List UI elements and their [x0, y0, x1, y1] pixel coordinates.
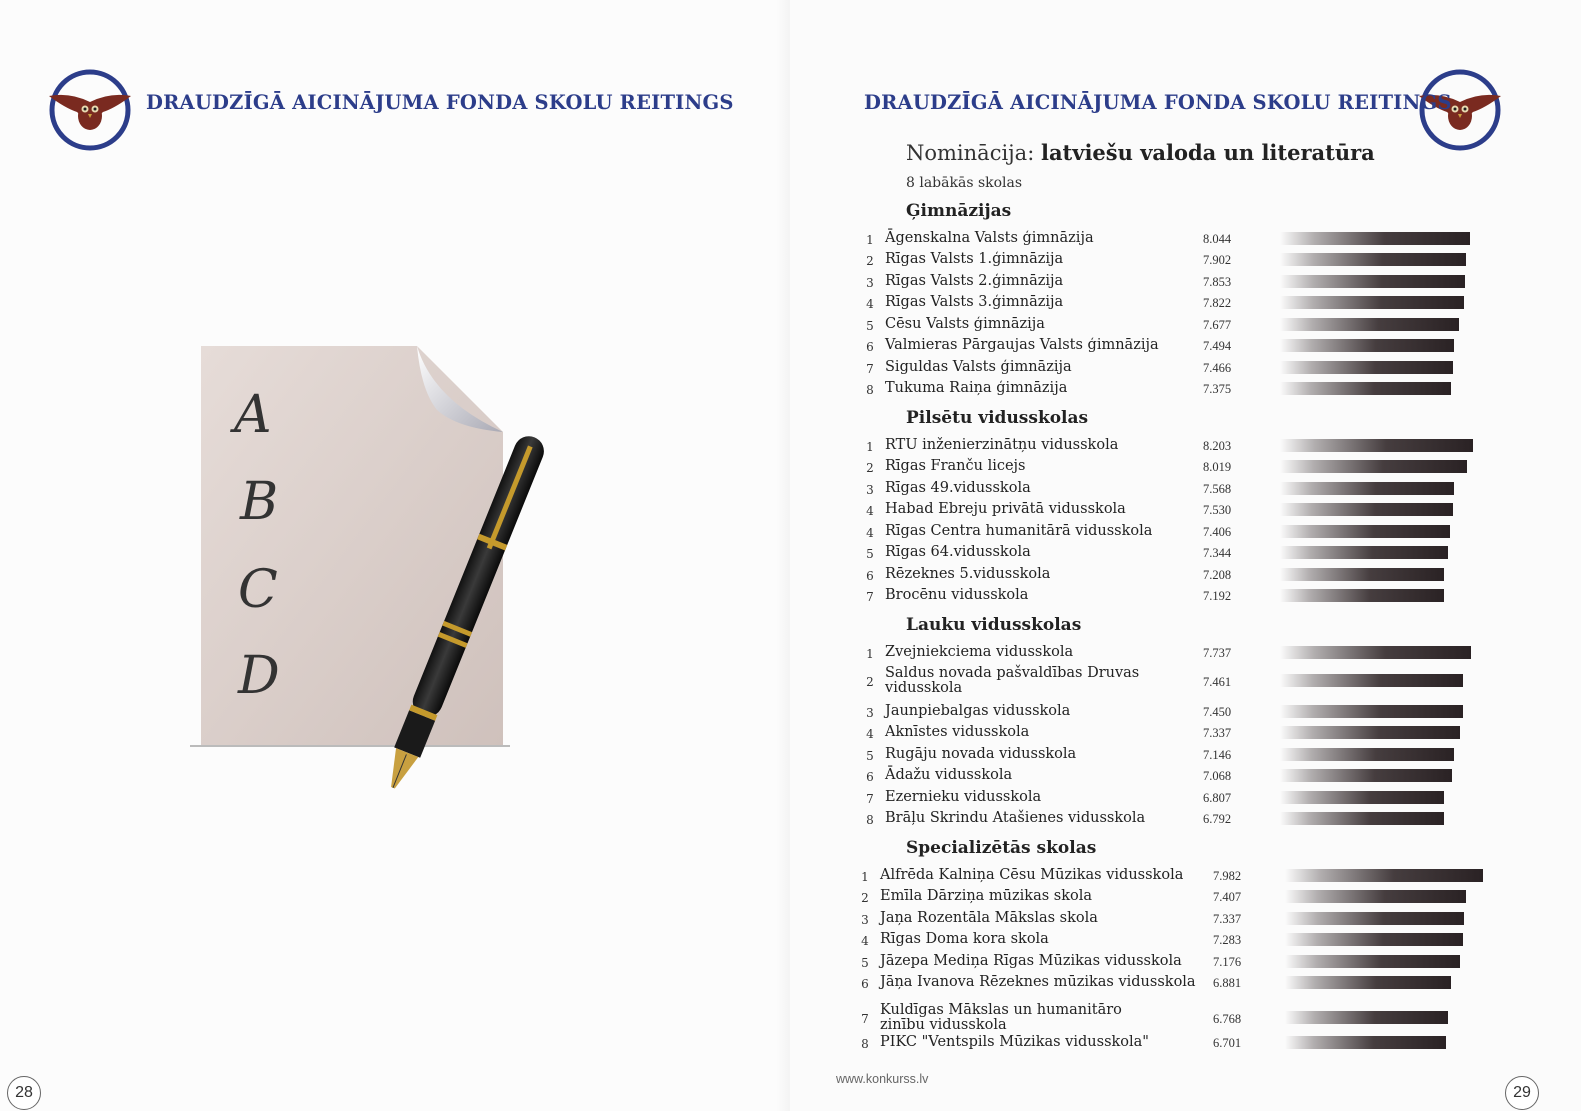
rank-number: 2 [866, 461, 874, 475]
score-value: 7.068 [1203, 769, 1232, 783]
score-bar [1280, 589, 1444, 602]
rank-number: 4 [866, 727, 874, 741]
score-bar [1280, 726, 1460, 739]
rank-number: 8 [866, 813, 874, 827]
rank-number: 4 [866, 297, 874, 311]
school-name: RTU inženierzinātņu vidusskola [885, 437, 1119, 453]
score-bar [1280, 318, 1459, 331]
rank-number: 8 [866, 383, 874, 397]
score-bar [1280, 525, 1450, 538]
page-number-left: 28 [7, 1076, 41, 1110]
rank-number: 3 [866, 706, 874, 720]
school-name: Rīgas Franču licejs [885, 458, 1026, 474]
score-bar [1280, 296, 1464, 309]
score-value: 8.044 [1203, 232, 1232, 246]
score-value: 7.406 [1203, 525, 1232, 539]
rank-number: 8 [861, 1037, 869, 1051]
letter-a: A [234, 385, 272, 445]
school-name: Rugāju novada vidusskola [885, 746, 1077, 762]
letter-c: C [238, 560, 278, 620]
nomination-label: Nominācija: [906, 141, 1035, 165]
school-name: Brocēnu vidusskola [885, 587, 1029, 603]
score-bar [1285, 933, 1463, 946]
school-name: Jaņa Rozentāla Mākslas skola [880, 910, 1098, 926]
footer-url[interactable]: www.konkurss.lv [836, 1072, 929, 1086]
school-name: Aknīstes vidusskola [885, 724, 1030, 740]
score-value: 7.461 [1203, 675, 1232, 689]
school-name: Zvejniekciema vidusskola [885, 644, 1074, 660]
rank-number: 4 [861, 934, 869, 948]
school-name: Emīla Dārziņa mūzikas skola [880, 888, 1093, 904]
score-bar [1280, 646, 1471, 659]
rank-number: 7 [866, 362, 874, 376]
owl-logo-icon [45, 68, 135, 152]
school-name: Rīgas 64.vidusskola [885, 544, 1031, 560]
letter-d: D [238, 646, 280, 706]
school-name: Rīgas Valsts 1.ģimnāzija [885, 251, 1064, 267]
score-bar [1280, 382, 1451, 395]
nomination-value: latviešu valoda un literatūra [1040, 140, 1375, 165]
score-value: 7.530 [1203, 503, 1232, 517]
score-bar [1280, 460, 1467, 473]
school-name: Saldus novada pašvaldības Druvas vidusskola [885, 665, 1140, 696]
left-page [0, 0, 790, 1111]
rank-number: 6 [866, 770, 874, 784]
score-value: 7.192 [1203, 589, 1232, 603]
score-bar [1285, 869, 1483, 882]
rank-number: 4 [866, 504, 874, 518]
rank-number: 1 [866, 647, 874, 661]
score-value: 7.494 [1203, 339, 1232, 353]
section-title: Ģimnāzijas [906, 201, 1012, 221]
score-value: 8.203 [1203, 439, 1232, 453]
rank-number: 2 [866, 675, 874, 689]
score-bar [1280, 812, 1444, 825]
score-value: 6.881 [1213, 976, 1242, 990]
score-bar [1280, 253, 1466, 266]
school-name: Habad Ebreju privātā vidusskola [885, 501, 1126, 517]
score-value: 7.283 [1213, 933, 1242, 947]
score-bar [1280, 482, 1454, 495]
score-value: 7.344 [1203, 546, 1232, 560]
score-value: 7.853 [1203, 275, 1232, 289]
score-bar [1280, 275, 1465, 288]
school-name: Rīgas Centra humanitārā vidusskola [885, 523, 1153, 539]
score-bar [1285, 1011, 1448, 1024]
score-value: 7.466 [1203, 361, 1232, 375]
score-bar [1280, 705, 1463, 718]
rank-number: 5 [861, 956, 869, 970]
school-name: Jāzepa Mediņa Rīgas Mūzikas vidusskola [880, 953, 1182, 969]
score-bar [1285, 955, 1460, 968]
rank-number: 6 [861, 977, 869, 991]
rank-number: 7 [866, 590, 874, 604]
rank-number: 1 [861, 870, 869, 884]
score-value: 7.677 [1203, 318, 1232, 332]
score-bar [1280, 339, 1454, 352]
nomination-heading [906, 140, 1375, 165]
rank-number: 5 [866, 749, 874, 763]
school-name: Siguldas Valsts ģimnāzija [885, 359, 1072, 375]
school-name: Jaunpiebalgas vidusskola [885, 703, 1071, 719]
letter-b: B [240, 472, 279, 532]
score-value: 7.822 [1203, 296, 1232, 310]
school-name: Rīgas Doma kora skola [880, 931, 1049, 947]
score-bar [1280, 568, 1444, 581]
rank-number: 6 [866, 340, 874, 354]
school-name: Rīgas Valsts 2.ģimnāzija [885, 273, 1064, 289]
score-bar [1280, 791, 1444, 804]
score-value: 7.146 [1203, 748, 1232, 762]
school-name: Cēsu Valsts ģimnāzija [885, 316, 1045, 332]
school-name: Rēzeknes 5.vidusskola [885, 566, 1051, 582]
rank-number: 3 [861, 913, 869, 927]
score-value: 7.737 [1203, 646, 1232, 660]
rank-number: 4 [866, 526, 874, 540]
score-bar [1280, 769, 1452, 782]
header-title-right: DRAUDZĪGĀ AICINĀJUMA FONDA SKOLU REITINGS [864, 91, 1452, 114]
header-title-left: DRAUDZĪGĀ AICINĀJUMA FONDA SKOLU REITINGS [146, 91, 734, 114]
score-value: 6.701 [1213, 1036, 1242, 1050]
section-title: Specializētās skolas [906, 838, 1097, 858]
score-value: 7.568 [1203, 482, 1232, 496]
section-title: Lauku vidusskolas [906, 615, 1082, 635]
score-bar [1285, 890, 1466, 903]
score-bar [1285, 1036, 1446, 1049]
score-bar [1280, 232, 1470, 245]
score-value: 6.768 [1213, 1012, 1242, 1026]
rank-number: 5 [866, 547, 874, 561]
score-value: 7.208 [1203, 568, 1232, 582]
score-bar [1280, 439, 1473, 452]
score-bar [1280, 748, 1454, 761]
score-value: 7.407 [1213, 890, 1242, 904]
rank-number: 2 [861, 891, 869, 905]
rank-number: 7 [861, 1012, 869, 1026]
score-bar [1280, 546, 1448, 559]
rank-number: 3 [866, 276, 874, 290]
score-value: 7.176 [1213, 955, 1242, 969]
score-bar [1280, 361, 1453, 374]
score-bar [1285, 976, 1451, 989]
school-name: Āgenskalna Valsts ģimnāzija [885, 230, 1094, 246]
school-name: Alfrēda Kalniņa Cēsu Mūzikas vidusskola [880, 867, 1184, 883]
rank-number: 2 [866, 254, 874, 268]
score-value: 7.375 [1203, 382, 1232, 396]
score-value: 7.902 [1203, 253, 1232, 267]
rank-number: 3 [866, 483, 874, 497]
score-value: 7.982 [1213, 869, 1242, 883]
school-name: Tukuma Raiņa ģimnāzija [885, 380, 1068, 396]
rank-number: 1 [866, 233, 874, 247]
school-name: Rīgas 49.vidusskola [885, 480, 1031, 496]
score-bar [1285, 912, 1464, 925]
score-value: 7.450 [1203, 705, 1232, 719]
school-name: Kuldīgas Mākslas un humanitāro zinību vidusskola [880, 1002, 1122, 1033]
school-name: Brāļu Skrindu Atašienes vidusskola [885, 810, 1146, 826]
score-value: 6.792 [1203, 812, 1232, 826]
rank-number: 5 [866, 319, 874, 333]
school-name: PIKC "Ventspils Mūzikas vidusskola" [880, 1034, 1149, 1050]
page-number-right: 29 [1505, 1076, 1539, 1110]
school-name: Valmieras Pārgaujas Valsts ģimnāzija [885, 337, 1159, 353]
score-value: 7.337 [1213, 912, 1242, 926]
section-title: Pilsētu vidusskolas [906, 408, 1089, 428]
school-name: Ezernieku vidusskola [885, 789, 1042, 805]
rank-number: 1 [866, 440, 874, 454]
score-bar [1280, 503, 1453, 516]
rank-number: 6 [866, 569, 874, 583]
score-bar [1280, 674, 1463, 687]
school-name: Rīgas Valsts 3.ģimnāzija [885, 294, 1064, 310]
rank-number: 7 [866, 792, 874, 806]
school-name: Ādažu vidusskola [885, 767, 1013, 783]
score-value: 8.019 [1203, 460, 1232, 474]
score-value: 7.337 [1203, 726, 1232, 740]
score-value: 6.807 [1203, 791, 1232, 805]
school-name: Jāņa Ivanova Rēzeknes mūzikas vidusskola [880, 974, 1196, 990]
ranking-subtitle: 8 labākās skolas [906, 175, 1023, 191]
